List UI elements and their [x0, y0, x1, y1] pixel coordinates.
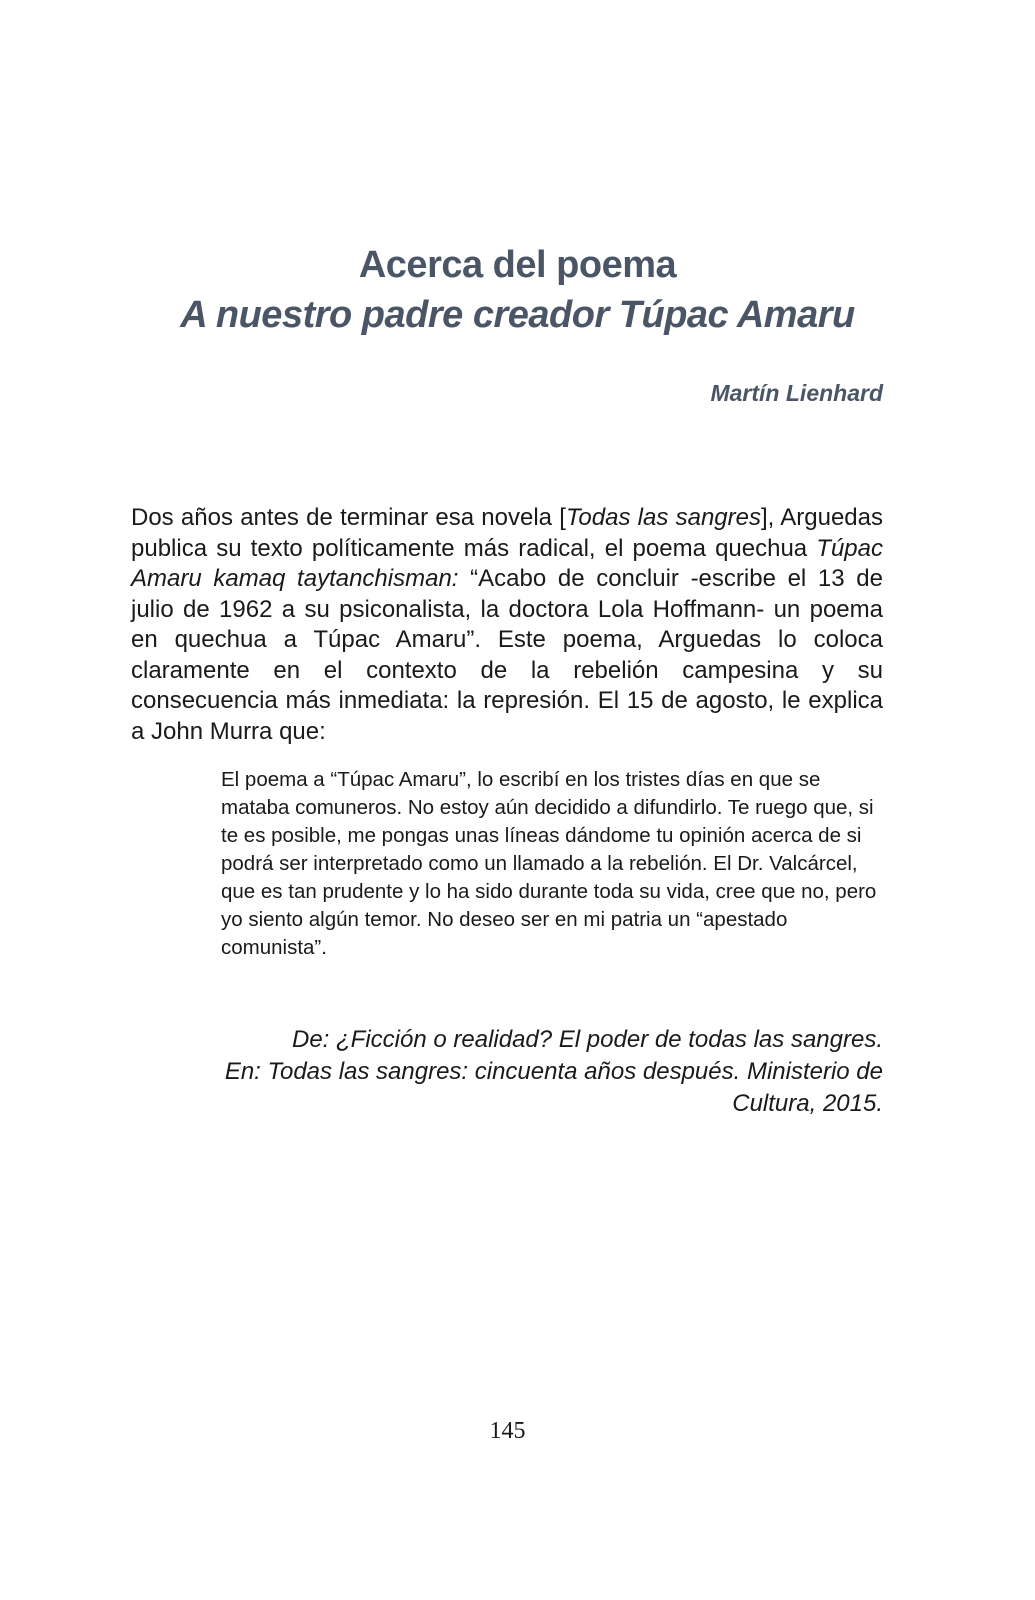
- body-text-part-3: “Acabo de concluir -escribe el 13 de julio de 1962 a su psiconalista, la doctora Lola Hoffmann- un poema en quechua a Túpac Amaru”. Este poema, Arguedas lo coloca claramente en el contexto de la rebelión campesina y su consecuencia más inmediata: la represión. El 15 de agosto, le explica a John Murra que:: [131, 565, 883, 745]
- poem-title: Túpac Amaru kamaq taytanchisman:: [131, 534, 883, 592]
- source-line-3: Cultura, 2015.: [732, 1090, 883, 1117]
- book-title: Todas las sangres: [565, 504, 761, 531]
- title-line-1: Acerca del poema: [358, 244, 677, 286]
- block-quote: El poema a “Túpac Amaru”, lo escribí en los tristes días en que se mataba comuneros. No estoy aún decidido a difundirlo. Te ruego que, si te es posible, me pongas unas líneas dándome tu opinión acerca de si podrá ser interpretado como un llamado a la rebelión. El Dr. Valcárcel, que es tan prudente y lo ha sido durante toda su vida, cree que no, pero yo siento algún temor. No deseo ser en mi patria un “apestado comunista”.: [221, 768, 877, 959]
- page-title: [0, 240, 1035, 340]
- source-citation: [163, 1024, 883, 1120]
- source-line-2: En: Todas las sangres: cincuenta años después. Ministerio de: [224, 1058, 883, 1085]
- page-number: 145: [489, 1418, 526, 1444]
- source-line-1: De: ¿Ficción o realidad? El poder de todas las sangres.: [292, 1026, 883, 1053]
- body-text-part-2: ], Arguedas publica su texto políticamente más radical, el poema quechua: [131, 504, 883, 562]
- author-name: Martín Lienhard: [710, 380, 883, 406]
- body-text-part-1: Dos años antes de terminar esa novela [: [131, 504, 566, 531]
- title-line-2: A nuestro padre creador Túpac Amaru: [180, 294, 855, 336]
- body-paragraph: [131, 503, 883, 747]
